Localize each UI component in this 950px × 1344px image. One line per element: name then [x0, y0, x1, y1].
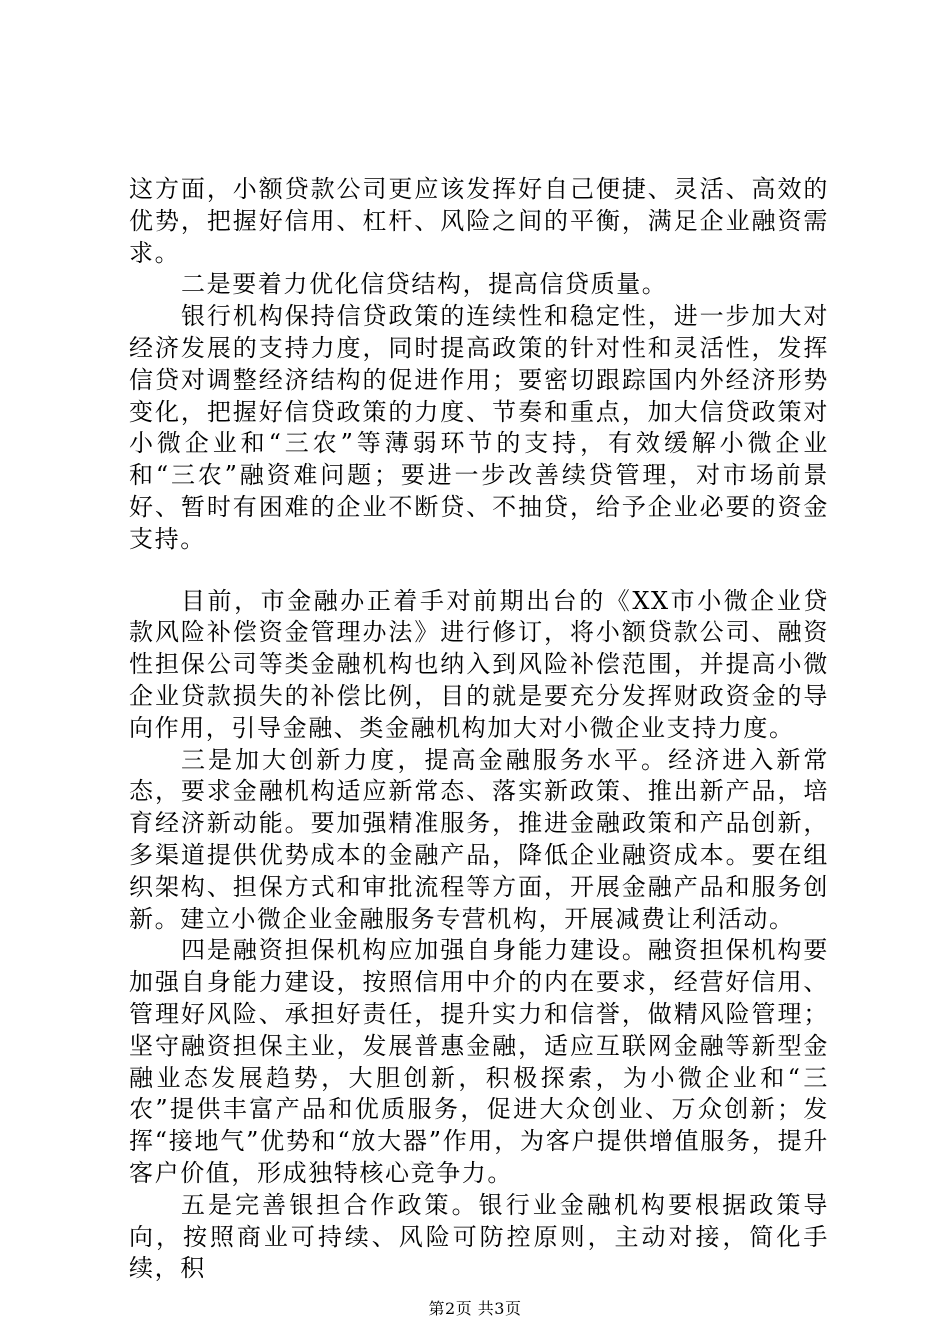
paragraph-credit-policy: 银行机构保持信贷政策的连续性和稳定性，进一步加大对经济发展的支持力度，同时提高政策的针对性和灵活性，发挥信贷对调整经济结构的促进作用；要密切跟踪国内外经济形势变化，把握好信贷政策的力度、节奏和重点，加大信贷政策对小微企业和“三农”等薄弱环节的支持，有效缓解小微企业和“三农”融资难问题；要进一步改善续贷管理，对市场前景好、暂时有困难的企业不断贷、不抽贷，给予企业必要的资金支持。 — [129, 302, 829, 553]
paragraph-finance-office: 目前，市金融办正着手对前期出台的《XX市小微企业贷款风险补偿资金管理办法》进行修订，将小额贷款公司、融资性担保公司等类金融机构也纳入到风险补偿范围，并提高小微企业贷款损失的补偿比例，目的就是要充分发挥财政资金的导向作用，引导金融、类金融机构加大对小微企业支持力度。 — [129, 586, 829, 742]
paragraph-heading-three: 三是加大创新力度，提高金融服务水平。经济进入新常态，要求金融机构适应新常态、落实新政策、推出新产品，培育经济新动能。要加强精准服务，推进金融政策和产品创新，多渠道提供优势成本的金融产品，降低企业融资成本。要在组织架构、担保方式和审批流程等方面，开展金融产品和服务创新。建立小微企业金融服务专营机构，开展减费让利活动。 — [129, 745, 829, 933]
paragraph-heading-five: 五是完善银担合作政策。银行业金融机构要根据政策导向，按照商业可持续、风险可防控原则，主动对接，简化手续，积 — [129, 1190, 829, 1283]
document-body — [129, 174, 829, 1285]
paragraph-heading-four: 四是融资担保机构应加强自身能力建设。融资担保机构要加强自身能力建设，按照信用中介的内在要求，经营好信用、管理好风险、承担好责任，提升实力和信誉，做精风险管理；坚守融资担保主业，发展普惠金融，适应互联网金融等新型金融业态发展趋势，大胆创新，积极探索，为小微企业和“三农”提供丰富产品和优质服务，促进大众创业、万众创新；发挥“接地气”优势和“放大器”作用，为客户提供增值服务，提升客户价值，形成独特核心竞争力。 — [129, 936, 829, 1187]
paragraph-continuation: 这方面，小额贷款公司更应该发挥好自己便捷、灵活、高效的优势，把握好信用、杠杆、风险之间的平衡，满足企业融资需求。 — [129, 175, 829, 267]
page-number-footer: 第2页 共3页 — [428, 1299, 522, 1318]
paragraph-gap — [129, 556, 829, 586]
paragraph-heading-two: 二是要着力优化信贷结构，提高信贷质量。 — [181, 270, 668, 299]
